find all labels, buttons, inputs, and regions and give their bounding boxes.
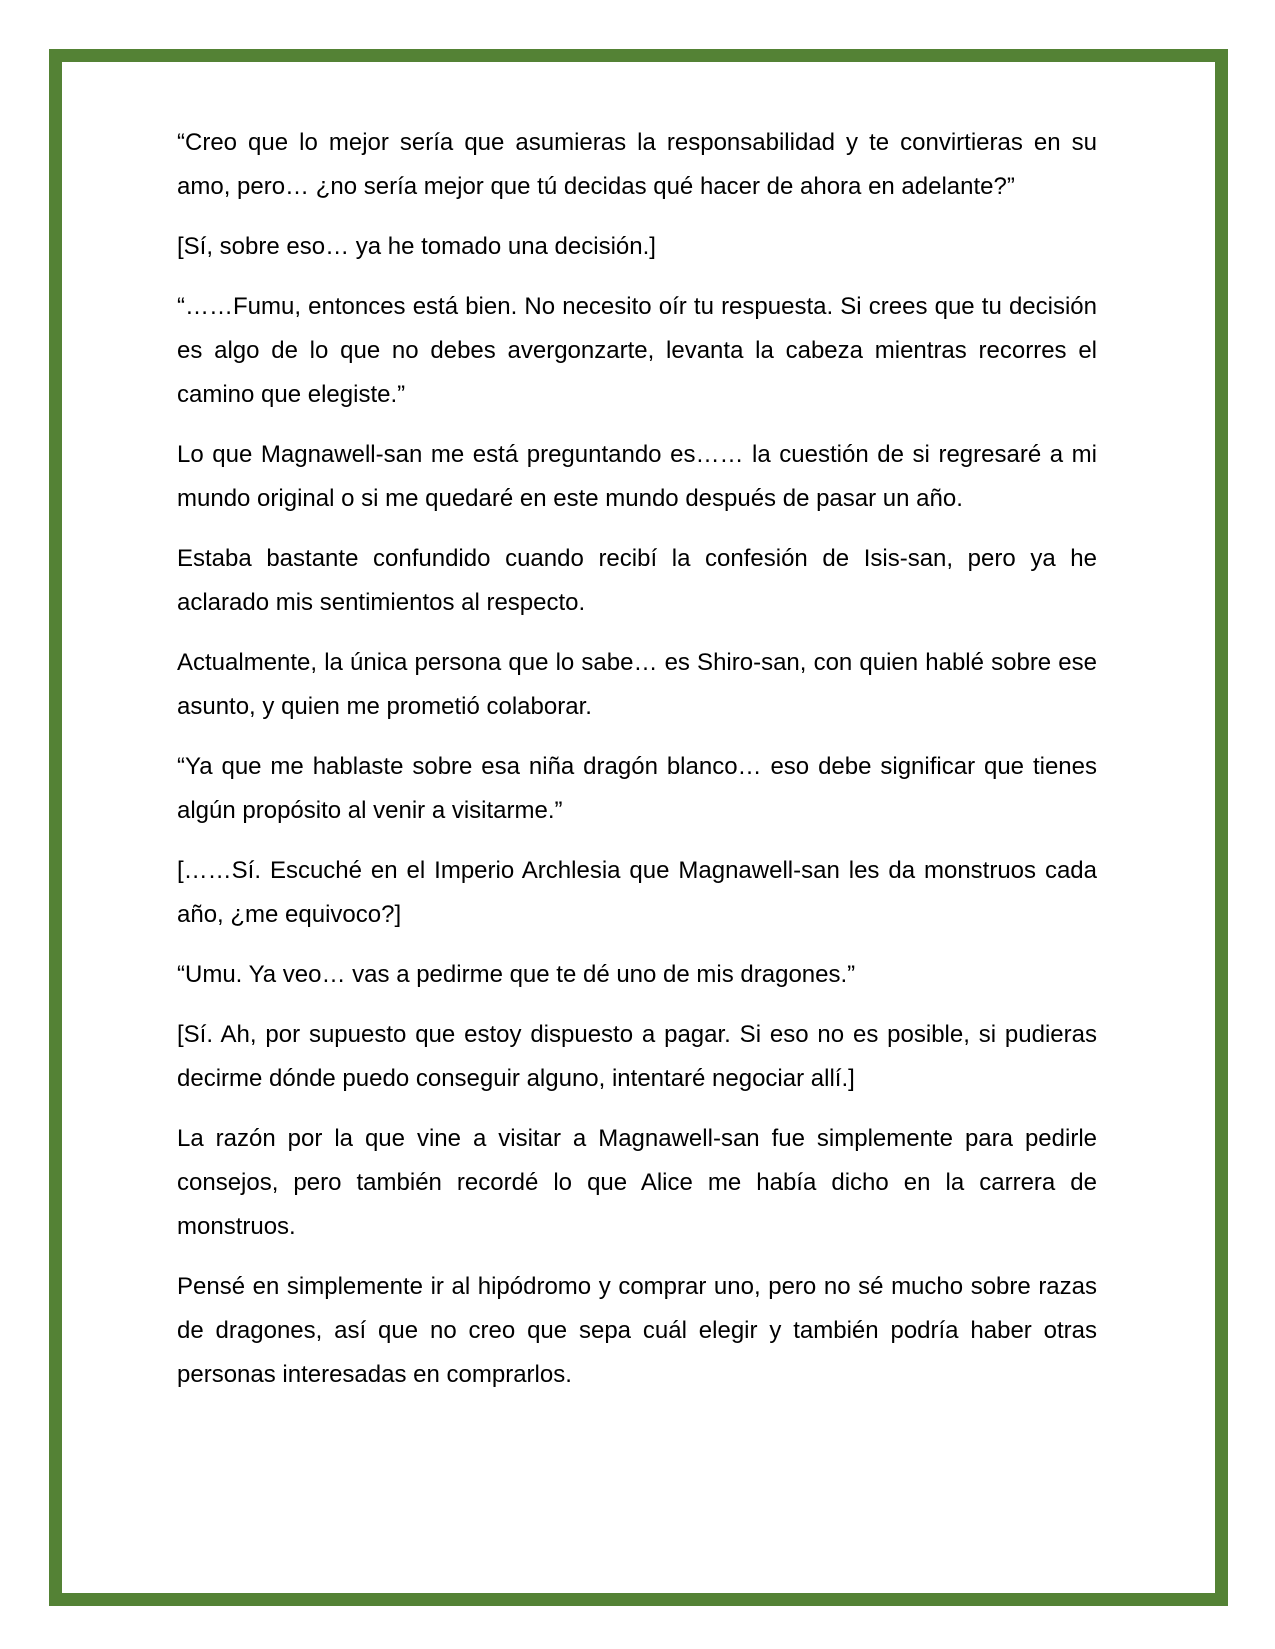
paragraph: Estaba bastante confundido cuando recibí la confesión de Isis-san, pero ya he aclarado mis sentimientos al respecto.: [177, 545, 1097, 616]
paragraph: “Ya que me hablaste sobre esa niña dragón blanco… eso debe significar que tienes algún propósito al venir a visitarme.”: [177, 753, 1097, 824]
paragraph: [……Sí. Escuché en el Imperio Archlesia que Magnawell-san les da monstruos cada año, ¿me equivoco?]: [177, 857, 1097, 928]
paragraph: [Sí, sobre eso… ya he tomado una decisión.]: [177, 233, 656, 260]
paragraph: Actualmente, la única persona que lo sabe… es Shiro-san, con quien hablé sobre ese asunto, y quien me prometió colaborar.: [177, 649, 1097, 720]
paragraph: La razón por la que vine a visitar a Magnawell-san fue simplemente para pedirle consejos, pero también recordé lo que Alice me había dicho en la carrera de monstruos.: [177, 1125, 1097, 1240]
paragraph: [Sí. Ah, por supuesto que estoy dispuesto a pagar. Si eso no es posible, si pudieras decirme dónde puedo conseguir alguno, intentaré negociar allí.]: [177, 1021, 1097, 1092]
document-body: [177, 121, 1097, 1413]
paragraph: “……Fumu, entonces está bien. No necesito oír tu respuesta. Si crees que tu decisión es algo de lo que no debes avergonzarte, levanta la cabeza mientras recorres el camino que elegiste.”: [177, 293, 1097, 408]
paragraph: “Umu. Ya veo… vas a pedirme que te dé uno de mis dragones.”: [177, 961, 856, 988]
paragraph: Lo que Magnawell-san me está preguntando es…… la cuestión de si regresaré a mi mundo original o si me quedaré en este mundo después de pasar un año.: [177, 441, 1097, 512]
paragraph: Pensé en simplemente ir al hipódromo y comprar uno, pero no sé mucho sobre razas de dragones, así que no creo que sepa cuál elegir y también podría haber otras personas interesadas en comprarlos.: [177, 1273, 1097, 1388]
paragraph: “Creo que lo mejor sería que asumieras la responsabilidad y te convirtieras en su amo, pero… ¿no sería mejor que tú decidas qué hacer de ahora en adelante?”: [177, 129, 1097, 200]
